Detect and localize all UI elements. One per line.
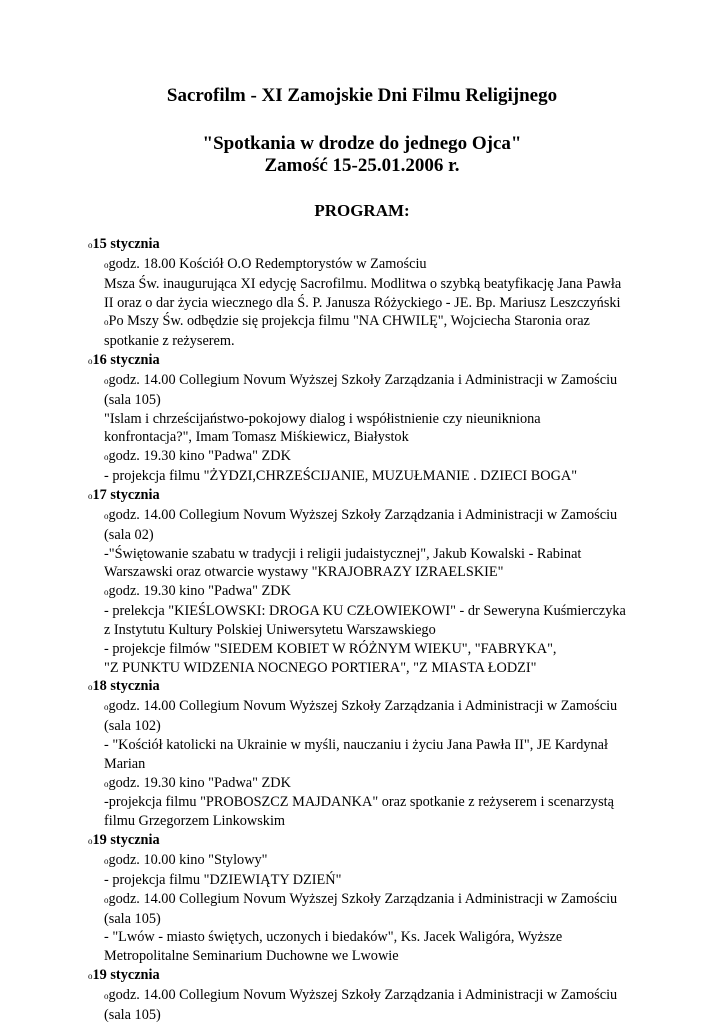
program-line bbox=[88, 928, 648, 947]
program-line bbox=[88, 812, 648, 831]
line-text: II oraz o dar życia wiecznego dla Ś. P. Janusza Różyckiego - JE. Bp. Mariusz Leszczyński bbox=[104, 294, 621, 311]
line-text: Warszawski oraz otwarcie wystawy "KRAJOBRAZY IZRAELSKIE" bbox=[104, 564, 504, 581]
program-line bbox=[88, 410, 648, 429]
program-line bbox=[88, 1006, 648, 1025]
program-line bbox=[88, 255, 648, 275]
day-date: 18 stycznia bbox=[92, 678, 160, 695]
line-text: godz. 14.00 Collegium Novum Wyższej Szkoły Zarządzania i Administracji w Zamościu bbox=[108, 698, 618, 715]
bullet-icon: o bbox=[104, 587, 109, 598]
line-text: Po Mszy Św. odbędzie się projekcja filmu "NA CHWILĘ", Wojciecha Staronia oraz bbox=[108, 313, 590, 330]
bullet-icon: o bbox=[88, 240, 93, 250]
bullet-icon: o bbox=[104, 702, 109, 713]
bullet-icon: o bbox=[88, 971, 93, 982]
line-text: - projekcje filmów "SIEDEM KOBIET W RÓŻNYM WIEKU", "FABRYKA", bbox=[104, 640, 557, 657]
line-text: godz. 19.30 kino "Padwa" ZDK bbox=[108, 448, 291, 465]
bullet-icon: o bbox=[104, 375, 109, 386]
program-line bbox=[88, 447, 648, 467]
program-line bbox=[88, 851, 648, 871]
line-text: - prelekcja "KIEŚLOWSKI: DROGA KU CZŁOWIEKOWI" - dr Seweryna Kuśmierczyka bbox=[104, 603, 626, 620]
line-text: godz. 14.00 Collegium Novum Wyższej Szkoły Zarządzania i Administracji w Zamościu bbox=[108, 890, 618, 907]
program-line bbox=[88, 275, 648, 294]
program-line bbox=[88, 312, 648, 332]
program-line bbox=[88, 910, 648, 929]
program-heading: PROGRAM: bbox=[314, 201, 410, 220]
line-text: (sala 102) bbox=[104, 718, 161, 735]
program-line bbox=[88, 736, 648, 755]
program-line bbox=[88, 526, 648, 545]
line-text: (sala 105) bbox=[104, 910, 161, 927]
line-text: godz. 14.00 Collegium Novum Wyższej Szkoły Zarządzania i Administracji w Zamościu bbox=[108, 986, 618, 1003]
line-text: (sala 02) bbox=[104, 526, 154, 543]
program-line bbox=[88, 391, 648, 410]
day-date: 17 stycznia bbox=[92, 486, 160, 503]
line-text: konfrontacja?", Imam Tomasz Miśkiewicz, Białystok bbox=[104, 429, 409, 446]
bullet-icon: o bbox=[104, 856, 109, 866]
line-text: godz. 19.30 kino "Padwa" ZDK bbox=[108, 774, 291, 791]
program-line bbox=[88, 890, 648, 910]
program-day bbox=[88, 235, 648, 255]
bullet-icon: o bbox=[104, 894, 109, 905]
program-day bbox=[88, 351, 648, 371]
line-text: -projekcja filmu "PROBOSZCZ MAJDANKA" oraz spotkanie z reżyserem i scenarzystą bbox=[104, 794, 614, 811]
line-text: godz. 18.00 Kościół O.O Redemptorystów w Zamościu bbox=[108, 255, 427, 272]
line-text: godz. 19.30 kino "Padwa" ZDK bbox=[108, 583, 291, 600]
program-line bbox=[88, 793, 648, 812]
program-line bbox=[88, 294, 648, 313]
bullet-icon: o bbox=[88, 682, 93, 693]
day-date: 19 stycznia bbox=[92, 967, 160, 984]
program-line bbox=[88, 621, 648, 640]
program-line bbox=[88, 332, 648, 351]
program-line bbox=[88, 871, 648, 890]
program-line bbox=[88, 428, 648, 447]
line-text: godz. 14.00 Collegium Novum Wyższej Szkoły Zarządzania i Administracji w Zamościu bbox=[108, 506, 618, 523]
line-text: - projekcja filmu "DZIEWIĄTY DZIEŃ" bbox=[104, 871, 342, 888]
line-text: godz. 14.00 Collegium Novum Wyższej Szkoły Zarządzania i Administracji w Zamościu bbox=[108, 371, 618, 388]
program-line bbox=[88, 659, 648, 678]
bullet-icon: o bbox=[104, 317, 109, 328]
program-line bbox=[88, 582, 648, 602]
bullet-icon: o bbox=[104, 259, 109, 270]
program-day bbox=[88, 677, 648, 697]
line-text: spotkanie z reżyserem. bbox=[104, 333, 235, 350]
bullet-icon: o bbox=[88, 836, 93, 847]
program-line bbox=[88, 640, 648, 659]
program-line bbox=[88, 371, 648, 391]
line-text: Metropolitalne Seminarium Duchowne we Lwowie bbox=[104, 948, 399, 965]
program-line bbox=[88, 947, 648, 966]
program-line bbox=[88, 506, 648, 526]
line-text: filmu Grzegorzem Linkowskim bbox=[104, 813, 286, 830]
bullet-icon: o bbox=[88, 356, 93, 367]
program-day bbox=[88, 831, 648, 851]
line-text: Marian bbox=[104, 755, 146, 772]
bullet-icon: o bbox=[104, 778, 109, 789]
document-title: Sacrofilm - XI Zamojskie Dni Filmu Religijnego bbox=[166, 85, 558, 106]
festival-motto: "Spotkania w drodze do jednego Ojca" bbox=[202, 133, 522, 154]
bullet-icon: o bbox=[104, 990, 109, 1001]
program-line bbox=[88, 986, 648, 1006]
line-text: -"Świętowanie szabatu w tradycji i religii judaistycznej", Jakub Kowalski - Rabinat bbox=[104, 545, 582, 562]
line-text: "Islam i chrześcijaństwo-pokojowy dialog i współistnienie czy nieunikniona bbox=[104, 410, 541, 427]
line-text: godz. 10.00 kino "Stylowy" bbox=[108, 852, 268, 868]
bullet-icon: o bbox=[104, 452, 109, 463]
program-line bbox=[88, 467, 648, 486]
program-line bbox=[88, 774, 648, 794]
program-day bbox=[88, 486, 648, 506]
place-and-dates: Zamość 15-25.01.2006 r. bbox=[264, 155, 460, 176]
program-line bbox=[88, 717, 648, 736]
program-day bbox=[88, 966, 648, 986]
line-text: (sala 105) bbox=[104, 1006, 161, 1023]
day-date: 19 stycznia bbox=[92, 832, 160, 849]
bullet-icon: o bbox=[104, 510, 109, 521]
line-text: z Instytutu Kultury Polskiej Uniwersytetu Warszawskiego bbox=[104, 621, 436, 638]
line-text: - "Lwów - miasto świętych, uczonych i biedaków", Ks. Jacek Waligóra, Wyższe bbox=[104, 929, 563, 946]
program-list bbox=[88, 235, 648, 1025]
line-text: "Z PUNKTU WIDZENIA NOCNEGO PORTIERA", "Z MIASTA ŁODZI" bbox=[104, 659, 537, 676]
program-line bbox=[88, 545, 648, 564]
line-text: - "Kościół katolicki na Ukrainie w myśli, nauczaniu i życiu Jana Pawła II", JE Kardynał bbox=[104, 736, 608, 753]
program-line bbox=[88, 755, 648, 774]
day-date: 15 stycznia bbox=[92, 236, 160, 252]
bullet-icon: o bbox=[88, 490, 93, 501]
line-text: Msza Św. inaugurująca XI edycję Sacrofilmu. Modlitwa o szybką beatyfikację Jana Pawła bbox=[104, 275, 622, 292]
program-line bbox=[88, 697, 648, 717]
program-line bbox=[88, 602, 648, 621]
day-date: 16 stycznia bbox=[92, 352, 160, 369]
program-line bbox=[88, 563, 648, 582]
line-text: (sala 105) bbox=[104, 391, 161, 408]
line-text: - projekcja filmu "ŻYDZI,CHRZEŚCIJANIE, MUZUŁMANIE . DZIECI BOGA" bbox=[104, 468, 578, 485]
